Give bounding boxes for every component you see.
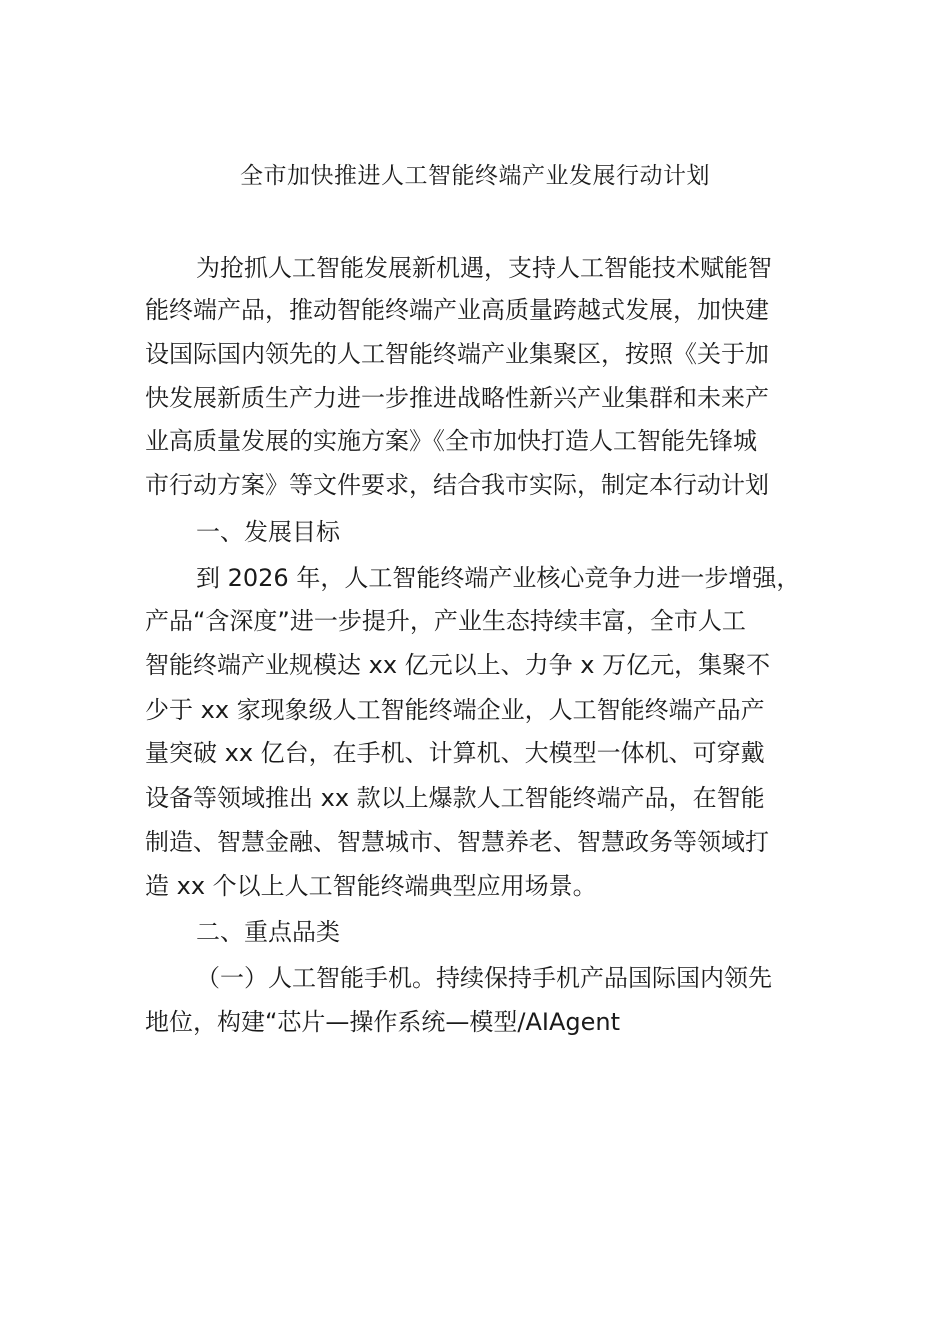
intro-paragraph-line: 为抢抓人工智能发展新机遇，支持人工智能技术赋能智: [196, 254, 772, 282]
category-paragraph-line: （一）人工智能手机。持续保持手机产品国际国内领先: [196, 964, 772, 992]
goals-paragraph-line: 设备等领域推出 xx 款以上爆款人工智能终端产品，在智能: [145, 784, 765, 812]
category-paragraph-line: 地位，构建“芯片—操作系统—模型/AIAgent: [145, 1008, 621, 1036]
goals-paragraph-line: 制造、智慧金融、智慧城市、智慧养老、智慧政务等领域打: [145, 828, 769, 856]
goals-paragraph-line: 量突破 xx 亿台，在手机、计算机、大模型一体机、可穿戴: [145, 739, 765, 767]
intro-paragraph-line: 市行动方案》等文件要求，结合我市实际，制定本行动计划: [145, 471, 769, 499]
section-heading-goals: 一、发展目标: [196, 518, 340, 546]
section-heading-key-categories: 二、重点品类: [196, 918, 340, 946]
goals-paragraph-line: 智能终端产业规模达 xx 亿元以上、力争 x 万亿元，集聚不: [145, 651, 771, 679]
intro-paragraph-line: 能终端产品，推动智能终端产业高质量跨越式发展，加快建: [145, 296, 769, 324]
goals-paragraph-line: 造 xx 个以上人工智能终端典型应用场景。: [145, 872, 597, 900]
goals-paragraph-line: 少于 xx 家现象级人工智能终端企业，人工智能终端产品产: [145, 696, 765, 724]
intro-paragraph-line: 业高质量发展的实施方案》《全市加快打造人工智能先锋城: [145, 427, 757, 455]
intro-paragraph-line: 快发展新质生产力进一步推进战略性新兴产业集群和未来产: [145, 384, 769, 412]
document-title: 全市加快推进人工智能终端产业发展行动计划: [240, 163, 710, 189]
intro-paragraph-line: 设国际国内领先的人工智能终端产业集聚区，按照《关于加: [145, 340, 769, 368]
goals-paragraph-line: 产品“含深度”进一步提升，产业生态持续丰富，全市人工: [145, 607, 746, 635]
goals-paragraph-line: 到 2026 年，人工智能终端产业核心竞争力进一步增强，: [196, 564, 801, 592]
